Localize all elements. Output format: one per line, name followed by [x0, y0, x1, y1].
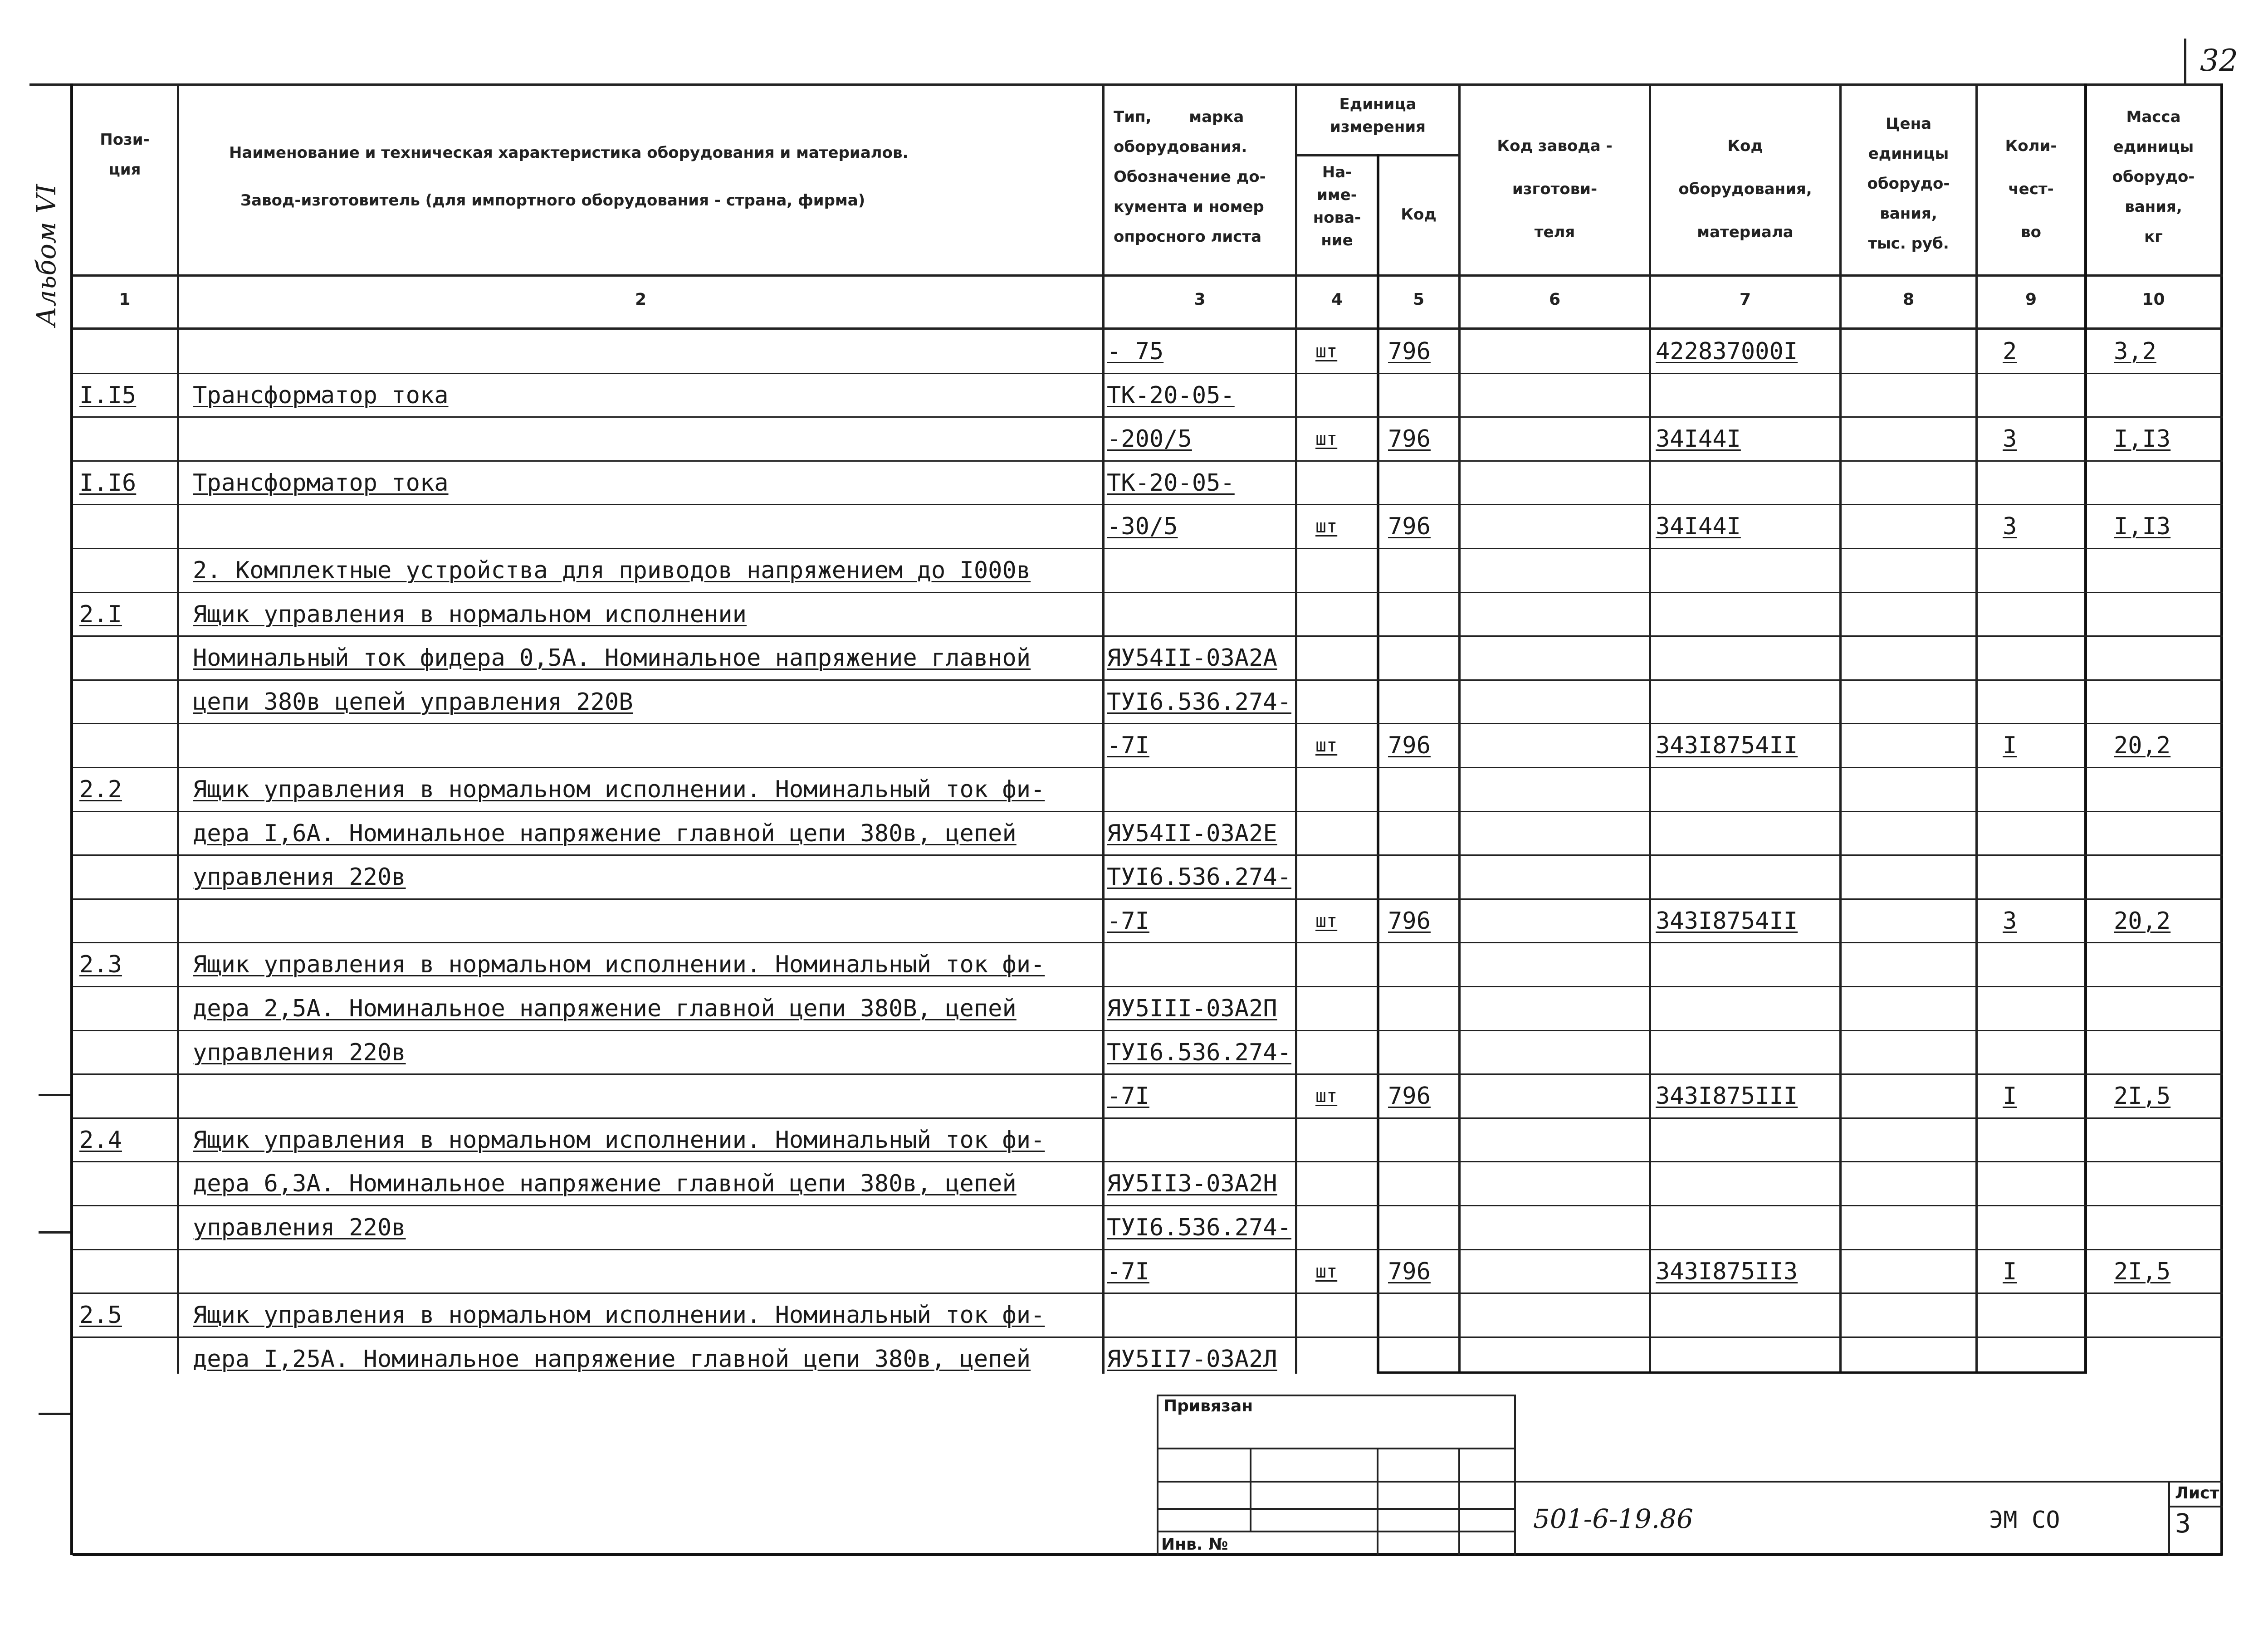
header-type-l3: Обозначение до- [1114, 168, 1266, 186]
header-qty-l2: чест- [2008, 180, 2054, 198]
stamp-line [1377, 1448, 1378, 1555]
stamp-line [1250, 1448, 1251, 1532]
stamp-line [1157, 1508, 1515, 1510]
row-divider [73, 635, 2223, 637]
header-unit-name-l2: име- [1317, 186, 1357, 204]
col-number-6: 6 [1549, 290, 1561, 309]
header-unit-code: Код [1401, 205, 1437, 224]
row-divider [73, 1205, 2223, 1206]
row-divider [73, 548, 2223, 549]
cell-unit-code: 796 [1388, 732, 1431, 760]
cell-type: ТУI6.536.274- [1107, 1214, 1291, 1241]
cell-mass: 3,2 [2114, 338, 2156, 365]
header-name [179, 129, 1102, 224]
col-number-10: 10 [2142, 290, 2165, 309]
cell-quantity: 3 [2003, 425, 2017, 453]
cell-quantity: I [2003, 1258, 2017, 1285]
cell-name: цепи 380в цепей управления 220В [193, 688, 633, 716]
cell-unit-code: 796 [1388, 513, 1431, 541]
col-line-2 [1102, 83, 1105, 1374]
header-equip-l2: оборудования, [1678, 180, 1812, 198]
col-line-1 [177, 83, 179, 1374]
stamp-sheet-value: 3 [2175, 1508, 2191, 1539]
colnum-bottom [73, 327, 2223, 330]
col-number-4: 4 [1331, 290, 1343, 309]
stamp-line [1157, 1395, 1158, 1556]
table-bottom [1377, 1371, 2087, 1374]
cell-name: Трансформатор тока [193, 381, 449, 409]
cell-unit-name: шт [1315, 1261, 1338, 1282]
stamp-section: ЭМ СО [1989, 1507, 2060, 1534]
col-number-7: 7 [1739, 290, 1751, 309]
col-line-6 [1649, 83, 1651, 1374]
header-unit-name-l3: нова- [1313, 209, 1361, 227]
row-divider [73, 1161, 2223, 1162]
header-mass [2087, 102, 2220, 252]
stamp-line [2168, 1481, 2170, 1556]
col-number-3: 3 [1194, 290, 1206, 309]
cell-type: - 75 [1107, 338, 1164, 365]
col-number-8: 8 [1902, 290, 1915, 309]
cell-name: Ящик управления в нормальном исполнении. Номинальный ток фи- [193, 1126, 1045, 1154]
header-price-l2: единицы [1868, 145, 1949, 163]
row-divider [73, 1249, 2223, 1250]
cell-position: I.I5 [79, 381, 137, 409]
header-unit-name-l4: ние [1321, 231, 1353, 249]
stamp-line [1157, 1481, 2223, 1483]
bottom-border [73, 1553, 2223, 1556]
stamp-line [1514, 1395, 1516, 1556]
cell-type: -7I [1107, 907, 1149, 935]
binding-mark [39, 1231, 70, 1234]
cell-name: дера I,25А. Номинальное напряжение главной цепи 380в, цепей [193, 1345, 1031, 1373]
stamp-line [1157, 1448, 1515, 1449]
binding-mark [39, 1094, 70, 1096]
col-number-1: 1 [119, 290, 131, 309]
row-divider [73, 942, 2223, 943]
col-line-4 [1377, 154, 1379, 1374]
header-unit-name-l1: На- [1322, 163, 1352, 181]
header-factory-code [1461, 125, 1649, 254]
cell-position: 2.3 [79, 951, 122, 979]
header-position-l1: Пози- [100, 131, 150, 149]
header-mass-l2: единицы [2113, 138, 2194, 156]
header-type-l1: Тип, марка [1114, 108, 1244, 126]
cell-unit-name: шт [1315, 910, 1338, 932]
cell-equipment-code: 422837000I [1656, 338, 1798, 365]
cell-type: ЯУ5III-03А2П [1107, 995, 1277, 1022]
cell-position: 2.2 [79, 776, 122, 803]
cell-position: I.I6 [79, 469, 137, 497]
cell-quantity: 3 [2003, 513, 2017, 541]
cell-mass: 20,2 [2114, 907, 2171, 935]
cell-type: ЯУ5II3-03А2Н [1107, 1170, 1277, 1198]
cell-type: -7I [1107, 732, 1149, 760]
right-border [2220, 83, 2223, 1555]
cell-name: дера 2,5А. Номинальное напряжение главной цепи 380В, цепей [193, 995, 1017, 1022]
cell-unit-name: шт [1315, 341, 1338, 362]
cell-mass: 2I,5 [2114, 1258, 2171, 1285]
row-divider [73, 592, 2223, 593]
header-mass-l3: оборудо- [2112, 168, 2195, 186]
row-divider [73, 1030, 2223, 1031]
stamp-line [1157, 1531, 1515, 1532]
cell-type: ТУI6.536.274- [1107, 688, 1291, 716]
cell-mass: I,I3 [2114, 425, 2171, 453]
cell-equipment-code: 343I875III [1656, 1083, 1798, 1110]
cell-equipment-code: 34I44I [1656, 513, 1741, 541]
header-name-l2: Завод-изготовитель (для импортного оборудования - страна, фирма) [240, 191, 865, 210]
row-divider [73, 504, 2223, 505]
row-divider [73, 1073, 2223, 1075]
row-divider [73, 416, 2223, 418]
cell-name: управления 220в [193, 1214, 406, 1241]
cell-name: дера 6,3А. Номинальное напряжение главной цепи 380в, цепей [193, 1170, 1017, 1198]
cell-position: 2.4 [79, 1126, 122, 1154]
header-type-l2: оборудования. [1114, 138, 1247, 156]
stamp-inv-no: Инв. № [1161, 1535, 1228, 1554]
cell-type: ТУI6.536.274- [1107, 1039, 1291, 1066]
header-type [1105, 102, 1304, 252]
cell-type: ТУI6.536.274- [1107, 863, 1291, 891]
cell-type: ЯУ5II7-03А2Л [1107, 1345, 1277, 1373]
cell-equipment-code: 343I875II3 [1656, 1258, 1798, 1285]
album-label: Альбом VI [31, 184, 62, 327]
cell-mass: I,I3 [2114, 513, 2171, 541]
header-mass-l5: кг [2144, 228, 2163, 246]
header-name-l1: Наименование и техническая характеристика оборудования и материалов. [229, 144, 909, 162]
row-divider [73, 679, 2223, 681]
col-line-7 [1839, 83, 1842, 1374]
stamp-sheet-label: Лист [2175, 1484, 2219, 1502]
row-divider [73, 1117, 2223, 1119]
header-bottom [73, 274, 2223, 277]
row-divider [73, 373, 2223, 374]
header-position [73, 125, 177, 185]
col-line-8 [1975, 83, 1978, 1374]
row-divider [73, 1293, 2223, 1294]
header-mass-l4: вания, [2125, 198, 2182, 216]
cell-position: 2.5 [79, 1302, 122, 1329]
cell-unit-name: шт [1315, 735, 1338, 756]
header-price-l1: Цена [1885, 115, 1932, 133]
header-type-l4: кумента и номер [1114, 198, 1264, 216]
cell-unit-code: 796 [1388, 1083, 1431, 1110]
header-equip-code [1651, 125, 1839, 254]
cell-mass: 2I,5 [2114, 1083, 2171, 1110]
stamp-privyazan: Привязан [1163, 1397, 1253, 1415]
cell-type: ЯУ54II-03А2А [1107, 644, 1277, 672]
cell-unit-code: 796 [1388, 1258, 1431, 1285]
stamp-line [1458, 1448, 1460, 1555]
header-equip-l1: Код [1727, 137, 1763, 155]
cell-unit-name: шт [1315, 429, 1338, 450]
stamp-line [1157, 1395, 1515, 1396]
header-unit-name [1297, 161, 1377, 252]
cell-unit-name: шт [1315, 1086, 1338, 1107]
cell-name: Ящик управления в нормальном исполнении. Номинальный ток фи- [193, 951, 1045, 979]
cell-unit-code: 796 [1388, 425, 1431, 453]
cell-equipment-code: 343I8754II [1656, 907, 1798, 935]
row-divider [73, 986, 2223, 987]
cell-name: управления 220в [193, 863, 406, 891]
cell-name: Номинальный ток фидера 0,5А. Номинальное напряжение главной [193, 644, 1031, 672]
header-unit-group [1297, 93, 1458, 138]
col-number-2: 2 [635, 290, 647, 309]
cell-unit-name: шт [1315, 516, 1338, 537]
header-qty-l1: Коли- [2005, 137, 2057, 155]
header-mass-l1: Масса [2126, 108, 2181, 126]
cell-type: -7I [1107, 1258, 1149, 1285]
row-divider [73, 460, 2223, 462]
header-unit-l2: измерения [1330, 118, 1426, 136]
cell-quantity: 2 [2003, 338, 2017, 365]
row-divider [73, 854, 2223, 856]
top-border [29, 83, 2223, 86]
cell-name: Ящик управления в нормальном исполнении [193, 600, 747, 628]
header-equip-l3: материала [1697, 223, 1794, 241]
cell-position: 2.I [79, 600, 122, 628]
header-factory-l3: теля [1534, 223, 1575, 241]
cell-name: 2. Комплектные устройства для приводов напряжением до I000в [193, 557, 1031, 584]
col-line-5 [1458, 83, 1461, 1374]
col-number-5: 5 [1413, 290, 1425, 309]
cell-name: Ящик управления в нормальном исполнении. Номинальный ток фи- [193, 1302, 1045, 1329]
cell-quantity: 3 [2003, 907, 2017, 935]
row-divider [73, 1336, 2223, 1338]
header-qty-l3: во [2021, 223, 2041, 241]
header-price [1842, 109, 1975, 259]
cell-name: дера I,6А. Номинальное напряжение главной цепи 380в, цепей [193, 819, 1017, 847]
cell-quantity: I [2003, 732, 2017, 760]
stamp-doc-code: 501-6-19.86 [1533, 1503, 1693, 1534]
cell-name: Ящик управления в нормальном исполнении. Номинальный ток фи- [193, 776, 1045, 803]
col-number-9: 9 [2025, 290, 2037, 309]
header-price-l4: вания, [1880, 205, 1937, 223]
stamp-line [2168, 1506, 2223, 1507]
cell-unit-code: 796 [1388, 907, 1431, 935]
header-price-l5: тыс. руб. [1868, 234, 1949, 253]
cell-type: ТК-20-05- [1107, 469, 1235, 497]
sheet-box-left [2184, 39, 2186, 84]
cell-type: -30/5 [1107, 513, 1178, 541]
sheet-number-top: 32 [2200, 43, 2238, 78]
header-type-l5: опросного листа [1114, 228, 1262, 246]
row-divider [73, 767, 2223, 768]
binding-mark [39, 1413, 70, 1415]
header-factory-l1: Код завода - [1497, 137, 1613, 155]
col-line-9 [2084, 83, 2087, 1374]
row-divider [73, 811, 2223, 812]
header-qty [1978, 125, 2084, 254]
cell-type: ЯУ54II-03А2Е [1107, 819, 1277, 847]
cell-type: ТК-20-05- [1107, 381, 1235, 409]
row-divider [73, 723, 2223, 724]
header-price-l3: оборудо- [1867, 175, 1950, 193]
cell-mass: 20,2 [2114, 732, 2171, 760]
cell-name: Трансформатор тока [193, 469, 449, 497]
cell-equipment-code: 343I8754II [1656, 732, 1798, 760]
cell-name: управления 220в [193, 1039, 406, 1066]
header-unit-l1: Единица [1339, 95, 1417, 113]
header-factory-l2: изготови- [1512, 180, 1598, 198]
cell-equipment-code: 34I44I [1656, 425, 1741, 453]
header-position-l2: ция [108, 161, 141, 179]
cell-quantity: I [2003, 1083, 2017, 1110]
row-divider [73, 898, 2223, 900]
cell-unit-code: 796 [1388, 338, 1431, 365]
cell-type: -200/5 [1107, 425, 1192, 453]
cell-type: -7I [1107, 1083, 1149, 1110]
col-line-3 [1295, 83, 1297, 1374]
